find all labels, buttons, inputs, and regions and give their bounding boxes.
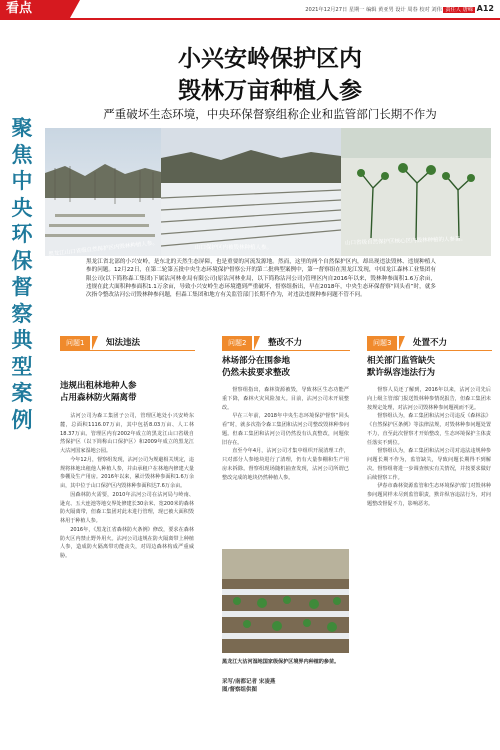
question-title-2: 整改不力	[268, 338, 303, 348]
side-title: 聚焦中央环保督察典型案例	[11, 115, 33, 432]
column-3-header	[367, 336, 492, 350]
paragraph: 督察组认为，森工集团和沾河公司违反《森林法》《自然保护区条例》等法律法规，对毁林种参问题处置不力，直至此次督察才开始整改，生态环境保护主体责任落实不到位。	[367, 413, 491, 446]
header-meta	[305, 4, 494, 13]
badge-tail	[92, 336, 98, 350]
section-label: 看点	[0, 0, 70, 18]
photo-3-caption: 山口省级自然保护区核心区内毁林种植的人参苗。	[344, 236, 467, 247]
column-1-body	[60, 412, 194, 561]
photo-1	[45, 128, 161, 256]
column-3-subhead-1: 相关部门监管缺失	[367, 356, 436, 366]
byline: 采写/南都记者 宋凌燕 图/督察组供图	[222, 679, 276, 693]
column-1-subhead-1: 违规出租林地种人参	[60, 381, 137, 391]
question-title-1: 知法违法	[106, 338, 141, 348]
headline-line2: 毁林万亩种植人参	[178, 77, 362, 104]
column-1-subhead-2: 占用森林防火隔离带	[60, 393, 137, 403]
paragraph: 督察组认为，森工集团和沾河公司对违法违规种参问题长期不作为，监管缺失，导致问题长期得不到解决。督察组将进一步调查核实有关情况，并按要求做好后续督察工作。	[367, 448, 491, 481]
column-2-header	[222, 336, 350, 350]
paragraph: 2016年，《黑龙江省森林防火条例》修改，要求在森林防火区内禁止野外用火。沾河公司违规在防火隔离带上种植人参，造成防火隔离带功能丧失，对周边森林构成严重威胁。	[60, 526, 194, 559]
paragraph: 督察人员还了解到，2016年以来，沾河公司先后向上级主管部门报送毁林种参情况报告，但森工集团未按规定处理，对沾河公司毁林种参问题视而不见。	[367, 387, 491, 411]
paragraph: 伊春市森林资源监管和生态环境保护部门对毁林种参问题同样未尽到监管职责，默许纵容违法行为，对问题整改督促不力，影响恶劣。	[367, 483, 491, 507]
paragraph: 督察组指出，森林资源被毁，导致林区生态功能严重下降，森林火灾风险加大。目前，沾河公司未开展整改。	[222, 387, 349, 411]
headline-line1: 小兴安岭保护区内	[178, 45, 362, 72]
column-2-photo	[222, 549, 349, 653]
column-2-photo-caption: 黑龙江大沽河湿地国家级保护区境界内种植的参苗。	[222, 659, 340, 665]
paragraph: 沾河公司为森工集团子公司，管理区地处小兴安岭东麓，总面积1116.07万亩，其中包括8.03万亩、人工林18.37万亩。管理区内有2002年成立的黑龙江山口省级自然保护区（以下简称山口保护区）和2009年成立的黑龙江大沽河国家湿地公园。	[60, 413, 194, 454]
question-title-3: 处置不力	[413, 338, 448, 348]
lead-paragraph: 黑龙江省北部的小兴安岭，是东北的天然生态屏障，也是重要的河流发源地。然而，这里的两个自然保护区内，却出现违法毁林、违规种植人参的问题。12月22日，在第二轮第五批中央生态环境保护督察公开的第二批典型案例中，第一督察组在黑龙江发现，中国龙江森林工业集团有限公司(以下简称森工集团)下属沾河林业局有限公司(原沾河林业局，以下简称沾河公司)管理区内自2016年以来，毁林种参面积1.6万余亩，违规在此大面积种参面积1.1万余亩，导致小兴安岭生态环境遭到严重破坏，督察组指出，早在2018年，中央生态环保督察“回头看”时，就多次指令整改沾河公司毁林种参问题，但森工集团和地方有关监管部门长期不作为，对违法违规种参问题不管不问。	[86, 259, 436, 299]
photo-1-caption: 黑龙江山口省级自然保护区内毁林种植人参。	[48, 240, 159, 258]
column-3-body	[367, 386, 491, 509]
column-3-subhead-2: 默许纵容违法行为	[367, 368, 436, 378]
badge-tail	[399, 336, 405, 350]
column-2-subhead-2: 仍然未拔要求整改	[222, 368, 291, 378]
question-badge-1: 问题1	[60, 336, 90, 350]
responsible-tag: 责任人 唐嵘	[445, 7, 474, 13]
paragraph: 今年12月，督察组发现，沾河公司为规避相关规定，违规将林地出租他人种植人参，并由承租户在林地内修建大量参棚及生产用房。2016年以来，累计毁林种参面积1.6万余亩，其中位于山口保护区内毁林种参面积达7.6万余亩。	[60, 456, 194, 489]
photo-2-caption: 山口保护区内被毁林种植人参。	[195, 245, 273, 251]
section-label-tail	[70, 0, 80, 18]
column-2-subhead-1: 林场部分在围参地	[222, 356, 291, 366]
subheadline: 严重破坏生态环境，中央环保督察组称企业和监管部门长期不作为	[103, 107, 437, 121]
column-1-rule	[60, 350, 195, 351]
snowy-forest-photo	[45, 128, 161, 256]
paragraph: 因森林防火需要，2010年沾河公司在沾河局与岭南、逊克、五大连池等地交界处修建长30余米、宽200米的森林防火隔离带，但森工集团对此未进行管理，现已被大面积毁林用于种植人参。	[60, 491, 194, 524]
column-3-rule	[367, 350, 492, 351]
column-2-body	[222, 386, 349, 482]
header-rule	[0, 18, 500, 20]
badge-tail	[254, 336, 260, 350]
paragraph: 直至今年4月，沾河公司才集中组织开展清理工作，只对部分人参地块进行了清理，仍有大量参棚和生产用房未拆除。督察组现场随机抽查发现，沾河公司所谓已整改完成的地块仍然种植人参。	[222, 448, 349, 481]
paragraph: 早在三年前，2018年中央生态环境保护督察“回头看”时，就多次指令森工集团和沾河公司整改毁林种参问题。但森工集团和沾河公司仍然没有认真整改，问题依旧存在。	[222, 413, 349, 446]
ginseng-sprouts-photo	[222, 549, 349, 653]
issue-info: 2021年12月27日 星期一 编辑 黄亚男 设计 周春 校对 刘伟	[305, 7, 442, 13]
page-number: A12	[476, 4, 494, 13]
question-badge-2: 问题2	[222, 336, 252, 350]
column-2-rule	[222, 350, 350, 351]
column-1-header	[60, 336, 195, 350]
question-badge-3: 问题3	[367, 336, 397, 350]
ginseng-field-photo	[161, 128, 341, 256]
photo-2	[161, 128, 341, 256]
